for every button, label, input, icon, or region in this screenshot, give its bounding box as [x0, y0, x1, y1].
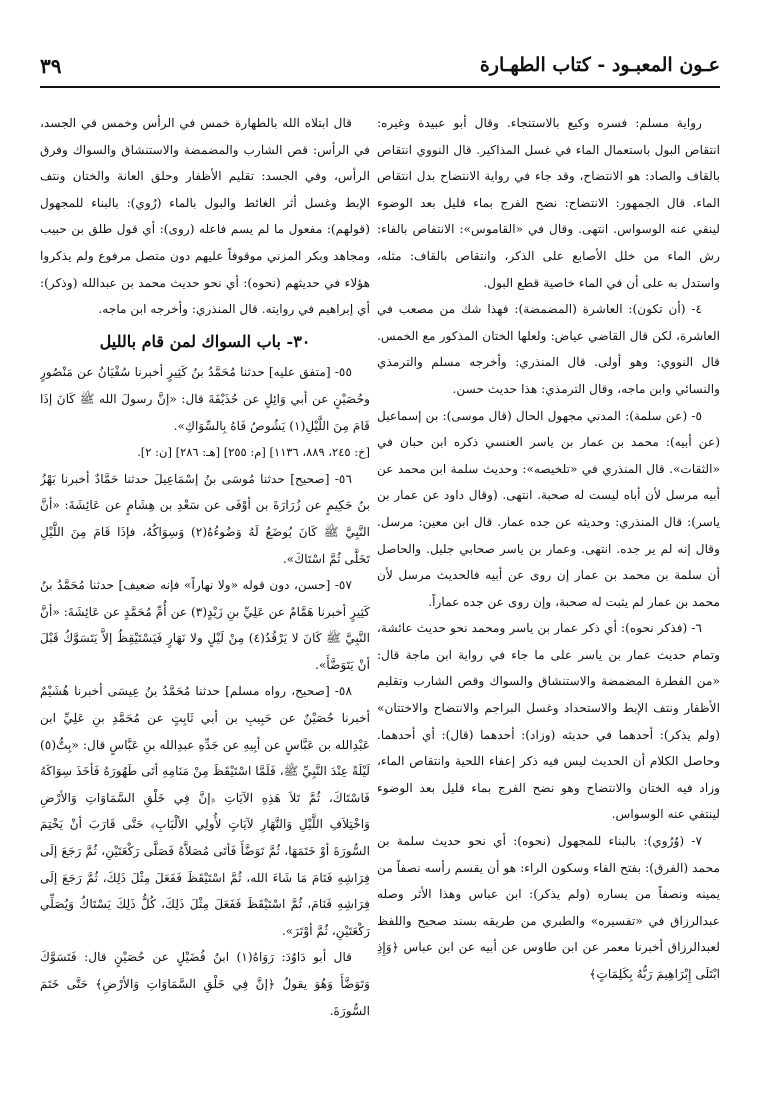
left-column	[40, 110, 370, 1075]
chapter-heading: ٣٠- باب السواك لمن قام بالليل	[99, 331, 311, 351]
commentary-paragraph: ٥- (عن سلمة): المدني مجهول الحال (قال موسى): بن إسماعيل (عن أبيه): محمد بن عمار بن ياسر العنسي ذكره ابن حبان في «الثقات». قال المنذري في «تلخيصه»: وحديث سلمة ابن محمد عن أبيه مرسل لأن أباه ليست له صحبة. انتهى. (وقال داود عن عمار بن ياسر): قال المنذري: وحديثه عن جده عمار. قال ابن معين: مرسل. وقال إنه لم ير جده. انتهى. وعمار بن ياسر صحابي جليل. والحاصل أن سلمة بن محمد بن عمار إن روى عن أبيه فالحديث مرسل لأن محمد بن عمار لم يثبت له صحبة، وإن روى عن جده عماراً.	[377, 408, 720, 609]
hadith-paragraph: ٥٦- [صحيح] حدثنا مُوسَى بنُ إسْمَاعِيلَ حدثنا حَمَّادٌ أخبرنا بَهْزُ بنُ حَكِيمٍ عن زُرَارَةَ بن أوْفَى عن سَعْدِ بن هِشَامٍ عن عَائِشَةَ: «أنَّ النَّبِيَّ ﷺ كَانَ يُوضَعُ لَهُ وَضُوءُهُ(٢) وَسِوَاكُهُ، فإذَا قَامَ مِنَ اللَّيْلِ تَخَلَّى ثُمَّ اسْتَاكَ».	[40, 471, 370, 566]
hadith-paragraph: قال أبو دَاوُدَ: رَوَاهُ(١) ابنُ فُضَيْلٍ عن حُصَيْنٍ قال: فَتَسَوَّكَ وَتَوَضَّأَ وَهُوَ يقولُ ﴿إنَّ فِي خَلْقِ السَّمَاوَاتِ وَالأرْضِ﴾ حَتَّى خَتَمَ السُّورَةَ.	[40, 950, 370, 1018]
commentary-paragraph: ٦- (فذكر نحوه): أي ذكر عمار بن ياسر ومحمد نحو حديث عائشة، وتمام حديث عمار بن ياسر على ما جاء في رواية ابن ماجة قال: «من الفطرة المضمضة والاستنشاق والسواك وقص الشارب وتقليم الأظفار ونتف الإبط والاستحداد وغسل البراجم والانتضاح والاختتان» (ولم يذكر): أحدهما في حديثه (وزاد): أحدهما (قال): أي أحدهما. وحاصل الكلام أن الحديث ليس فيه ذكر إعفاء اللحية وانتقاص الماء، وزاد فيه الختان والانتضاح وهو نضح الفرج بماء قليل بعد الوضوء لينتفي عنه الوسواس.	[377, 621, 720, 822]
running-title: عـون المعبـود - كتاب الطهـارة	[479, 54, 720, 76]
commentary-paragraph: ٧- (وُرُوي): بالبناء للمجهول (نحوه): أي نحو حديث سلمة بن محمد (الفرق): بفتح الفاء وسكون الراء: هو أن يقسم رأسه نصفاً من يمينه ونصفاً من يساره (ولم يذكر): ابن عباس وهذا الأثر وصله عبدالرزاق في «تفسيره» والطبري من طريقه بسند صحيح واللفظ لعبدالرزاق أخبرنا معمر عن ابن طاوس عن أبيه عن ابن عباس ﴿وَإِذِ ابْتَلَى إِبْرَاهِيمَ رَبُّهُ بِكَلِمَاتٍ﴾	[377, 834, 720, 981]
right-column	[377, 110, 720, 1075]
running-header	[40, 46, 720, 88]
commentary-paragraph: ٤- (أن تكون): العاشرة (المضمضة): فهذا شك من مصعب في العاشرة، لكن قال القاضي عياض: ولعلها الختان المذكور مع الخمس. قال النووي: وهو أولى. قال المنذري: وأخرجه مسلم والترمذي والنسائي وابن ماجه، وقال الترمذي: هذا حديث حسن.	[377, 302, 720, 396]
hadith-reference: [خ: ٢٤٥، ٨٨٩، ١١٣٦] [م: ٢٥٥] [هـ: ٢٨٦] [ن: ٢].	[137, 445, 370, 460]
commentary-paragraph: قال ابتلاه الله بالطهارة خمس في الرأس وخمس في الجسد، في الرأس: قص الشارب والمضمضة والاستنشاق والسواك وفرق الرأس، وفي الجسد: تقليم الأظفار وحلق العانة والختان ونتف الإبط وغسل أثر الغائط والبول بالماء (رُوي): بالبناء للمجهول (قولهم): مفعول ما لم يسم فاعله (روى): أي قول طلق بن حبيب ومجاهد وبكر المزني موقوفاً عليهم دون متصل مرفوع ولم يذكروا هؤلاء في حديثهم (نحوه): أي نحو حديث محمد بن عبدالله (وذكر): أي إبراهيم في روايته. قال المنذري: وأخرجه ابن ماجه.	[40, 116, 370, 317]
hadith-paragraph: ٥٧- [حسن، دون قوله «ولا نهاراً» فإنه ضعيف] حدثنا مُحَمَّدُ بنُ كَثِيرٍ أخبرنا هَمَّامٌ عن عَلِيِّ بنِ زَيْدٍ(٣) عن أُمِّ مُحَمَّدٍ عن عَائِشَةَ: «أنَّ النَّبِيَّ ﷺ كَانَ لا يَرْقُدُ(٤) مِنْ لَيْلٍ ولا نَهَارٍ فَيَسْتَيْقِظُ إلاَّ يَتَسَوَّكُ قَبْلَ أنْ يَتَوَضَّأَ».	[40, 578, 370, 672]
hadith-paragraph: ٥٥- [متفق عليه] حدثنا مُحَمَّدُ بنُ كَثِيرٍ أخبرنا سُفْيَانُ عن مَنْصُورٍ وحُصَيْنٍ عن أبي وَائِلٍ عن حُذَيْفَةَ قال: «إنَّ رسولَ الله ﷺ كَانَ إذَا قَامَ مِنَ اللَّيْلِ(١) يَشُوصُ فَاهُ بِالسِّوَاكِ».	[40, 365, 370, 433]
hadith-paragraph: ٥٨- [صحيح، رواه مسلم] حدثنا مُحَمَّدُ بنُ عِيسَى أخبرنا هُشَيْمٌ أخبرنا حُصَيْنٌ عن حَبِيبِ بن أبي ثَابِتٍ عن مُحَمَّدِ بنِ عَلِيِّ ابن عَبْدِالله بن عَبَّاسٍ عن أبِيهِ عن جَدِّهِ عبدِالله بنِ عَبَّاسٍ قال: «بِتُّ(٥) لَيْلَةً عِنْدَ النَّبِيِّ ﷺ، فَلَمَّا اسْتَيْقَظَ مِنْ مَنَامِهِ أتَى طَهُورَهُ فَأخَذَ سِوَاكَهُ فَاسْتَاكَ، ثُمَّ تَلاَ هَذِهِ الآيَاتِ ﴿إنَّ فِي خَلْقِ السَّمَاوَاتِ وَالأرْضِ وَاخْتِلاَفِ اللَّيْلِ وَالنَّهَارِ لآيَاتٍ لأُولِي الألْبَابِ﴾ حَتَّى قَارَبَ أنْ يَخْتِمَ السُّورَةَ أوْ خَتَمَهَا، ثُمَّ تَوَضَّأَ فَأتَى مُصَلاَّهُ فَصَلَّى رَكْعَتَيْنِ، ثُمَّ رَجَعَ إلَى فِرَاشِهِ فَنَامَ مَا شَاءَ الله، ثُمَّ اسْتَيْقَظَ فَفَعَلَ مِثْلَ ذَلِكَ، ثُمَّ رَجَعَ إلَى فِرَاشِهِ فَنَامَ، ثُمَّ اسْتَيْقَظَ فَفَعَلَ مِثْلَ ذَلِكَ، كُلُّ ذَلِكَ يَسْتَاكُ وَيُصَلِّي رَكْعَتَيْنِ، ثُمَّ أوْتَرَ».	[40, 684, 370, 938]
commentary-paragraph: رواية مسلم: فسره وكيع بالاستنجاء. وقال أبو عبيدة وغيره: انتقاص البول باستعمال الماء في غسل المذاكير. قال النووي انتقاص بالقاف والصاد: هو الانتضاح، وقد جاء في رواية الانتضاح بدل انتقاص الماء. قال الجمهور: الانتضاح: نضح الفرج بماء قليل بعد الوضوء لينفي عنه الوسواس. انتهى. وقال في «القاموس»: الانتفاص بالفاء: رش الماء من خلل الأصابع على الذكر، وانتقاص بالقاف: مثله، واستدل به على أن في الماء خاصية قطع البول.	[377, 116, 720, 290]
page-number: ٣٩	[40, 54, 62, 78]
